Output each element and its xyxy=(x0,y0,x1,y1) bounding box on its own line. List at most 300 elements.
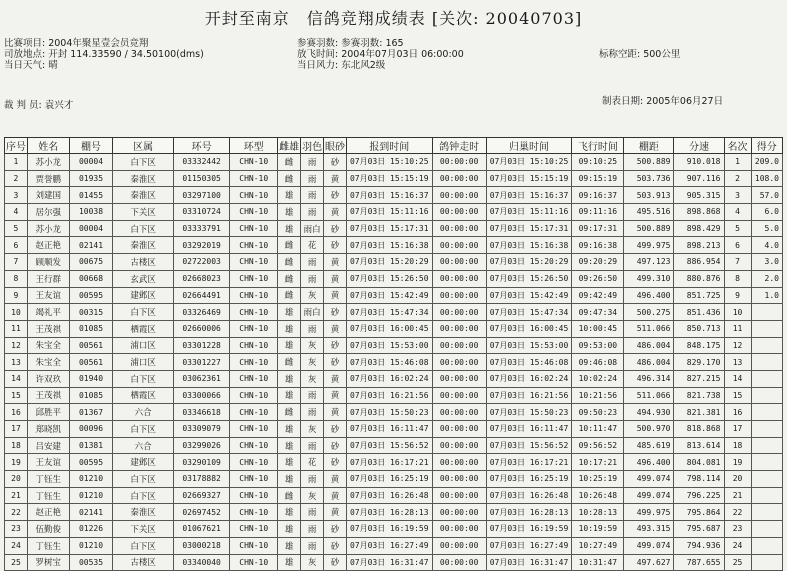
table-cell: 砂 xyxy=(324,521,347,538)
table-cell: 2 xyxy=(724,170,751,187)
table-cell: 黄 xyxy=(324,370,347,387)
table-cell: 898.429 xyxy=(674,220,724,237)
table-cell: 10:28:13 xyxy=(572,504,624,521)
table-cell: 02697452 xyxy=(173,504,229,521)
table-cell xyxy=(751,521,782,538)
weather: 当日天气: 晴 xyxy=(4,60,58,71)
table-cell: 07月03日 15:42:49 xyxy=(486,287,572,304)
table-cell: 栖霞区 xyxy=(113,320,173,337)
table-cell: 07月03日 16:11:47 xyxy=(347,421,433,438)
table-cell: 黄 xyxy=(324,471,347,488)
table-cell: 00315 xyxy=(69,304,113,321)
table-cell: 03000218 xyxy=(173,537,229,554)
table-cell: 495.516 xyxy=(624,204,674,221)
table-cell: CHN-10 xyxy=(230,337,278,354)
table-cell: 竭礼平 xyxy=(27,304,69,321)
table-cell: 10:25:19 xyxy=(572,471,624,488)
table-cell: 07月03日 16:21:56 xyxy=(347,387,433,404)
table-cell: 5 xyxy=(5,220,28,237)
table-cell xyxy=(751,404,782,421)
table-cell: 雄 xyxy=(278,471,301,488)
table-row xyxy=(5,354,783,371)
table-cell: 白下区 xyxy=(113,220,173,237)
table-cell: 03301227 xyxy=(173,354,229,371)
table-cell: 灰 xyxy=(301,554,324,571)
table-cell: 16 xyxy=(5,404,28,421)
table-cell: 10038 xyxy=(69,204,113,221)
table-cell: 20 xyxy=(724,471,751,488)
column-header: 报到时间 xyxy=(347,138,433,154)
table-cell: 00595 xyxy=(69,454,113,471)
table-cell: 00:00:00 xyxy=(432,220,486,237)
table-date: 制表日期: 2005年06月27日 xyxy=(602,96,724,107)
table-cell: 六合 xyxy=(113,437,173,454)
table-cell: CHN-10 xyxy=(230,170,278,187)
table-cell: 雌 xyxy=(278,270,301,287)
table-cell: 07月03日 16:25:19 xyxy=(486,471,572,488)
table-cell xyxy=(751,370,782,387)
table-cell: 23 xyxy=(724,521,751,538)
table-cell: 09:50:23 xyxy=(572,404,624,421)
table-cell: 07月03日 16:27:49 xyxy=(486,537,572,554)
table-row xyxy=(5,320,783,337)
table-cell: 苏小龙 xyxy=(27,154,69,171)
table-cell: 雨 xyxy=(301,187,324,204)
table-cell: 雄 xyxy=(278,320,301,337)
table-cell: 493.315 xyxy=(624,521,674,538)
table-cell xyxy=(751,504,782,521)
table-cell: CHN-10 xyxy=(230,454,278,471)
table-cell: 00:00:00 xyxy=(432,404,486,421)
table-cell: 灰 xyxy=(301,354,324,371)
table-cell: 486.004 xyxy=(624,337,674,354)
table-cell: 13 xyxy=(724,354,751,371)
table-cell: 雨 xyxy=(301,404,324,421)
table-cell: 00:00:00 xyxy=(432,504,486,521)
table-cell: 03332442 xyxy=(173,154,229,171)
table-cell: 王行群 xyxy=(27,270,69,287)
table-cell: 12 xyxy=(5,337,28,354)
table-cell: 16 xyxy=(724,404,751,421)
table-cell: 顾顺发 xyxy=(27,254,69,271)
table-cell: CHN-10 xyxy=(230,204,278,221)
column-header: 得分 xyxy=(751,138,782,154)
table-cell: 07月03日 15:46:08 xyxy=(347,354,433,371)
table-cell: 伍勤俊 xyxy=(27,521,69,538)
table-cell: 雄 xyxy=(278,504,301,521)
table-cell: 511.066 xyxy=(624,320,674,337)
table-cell: 500.275 xyxy=(624,304,674,321)
table-cell: 485.619 xyxy=(624,437,674,454)
table-cell: 灰 xyxy=(301,421,324,438)
table-cell: 09:20:29 xyxy=(572,254,624,271)
release-site: 司放地点: 开封 114.33590 / 34.50100(dms) xyxy=(4,49,204,60)
table-cell: 108.0 xyxy=(751,170,782,187)
table-cell: 下关区 xyxy=(113,204,173,221)
table-cell: 王茂祺 xyxy=(27,320,69,337)
table-cell: 雌 xyxy=(278,287,301,304)
column-header: 鸽钟走时 xyxy=(432,138,486,154)
table-cell: 1 xyxy=(724,154,751,171)
table-cell: 砂 xyxy=(324,537,347,554)
table-cell: 雄 xyxy=(278,187,301,204)
table-cell: 黄 xyxy=(324,170,347,187)
table-cell: 7 xyxy=(724,254,751,271)
table-cell: 07月03日 15:50:23 xyxy=(347,404,433,421)
table-cell: 6 xyxy=(724,237,751,254)
table-cell: 黄 xyxy=(324,504,347,521)
table-cell: 00675 xyxy=(69,254,113,271)
table-cell: 07月03日 15:53:00 xyxy=(486,337,572,354)
table-cell: 818.868 xyxy=(674,421,724,438)
table-cell: 白下区 xyxy=(113,471,173,488)
table-cell: 雄 xyxy=(278,370,301,387)
table-cell: 6 xyxy=(5,237,28,254)
table-cell: 07月03日 16:27:49 xyxy=(347,537,433,554)
table-cell: 雄 xyxy=(278,521,301,538)
table-cell: CHN-10 xyxy=(230,220,278,237)
table-cell: 雨 xyxy=(301,521,324,538)
table-cell: 雄 xyxy=(278,387,301,404)
table-cell: 07月03日 15:15:19 xyxy=(347,170,433,187)
table-cell: 雨 xyxy=(301,254,324,271)
table-cell: 雄 xyxy=(278,454,301,471)
table-cell: 07月03日 16:31:47 xyxy=(486,554,572,571)
table-cell: 827.215 xyxy=(674,370,724,387)
distance: 标称空距: 500公里 xyxy=(599,49,681,60)
table-cell: 00:00:00 xyxy=(432,471,486,488)
wind: 当日风力: 东北风2级 xyxy=(297,60,386,71)
table-cell: 灰 xyxy=(301,487,324,504)
table-cell: 794.936 xyxy=(674,537,724,554)
table-cell: 03290109 xyxy=(173,454,229,471)
table-cell xyxy=(751,337,782,354)
table-cell: 00:00:00 xyxy=(432,287,486,304)
table-cell: 07月03日 15:10:25 xyxy=(347,154,433,171)
table-row xyxy=(5,487,783,504)
table-cell: 2 xyxy=(5,170,28,187)
table-cell: 砂 xyxy=(324,421,347,438)
table-cell: 雨 xyxy=(301,504,324,521)
table-cell: 11 xyxy=(5,320,28,337)
table-row xyxy=(5,370,783,387)
table-cell: 880.876 xyxy=(674,270,724,287)
table-cell: 雄 xyxy=(278,554,301,571)
table-cell: 07月03日 15:26:50 xyxy=(486,270,572,287)
table-cell: 01150305 xyxy=(173,170,229,187)
table-cell: 12 xyxy=(724,337,751,354)
table-cell: 910.018 xyxy=(674,154,724,171)
table-cell: 10:02:24 xyxy=(572,370,624,387)
table-cell: 赵正艳 xyxy=(27,504,69,521)
table-cell: 雄 xyxy=(278,204,301,221)
table-cell: 07月03日 15:17:31 xyxy=(486,220,572,237)
table-cell: 10:19:59 xyxy=(572,521,624,538)
results-table xyxy=(4,137,783,571)
table-cell: 19 xyxy=(724,454,751,471)
table-cell: 07月03日 15:20:29 xyxy=(347,254,433,271)
table-cell: CHN-10 xyxy=(230,254,278,271)
table-cell: 00:00:00 xyxy=(432,421,486,438)
table-cell: 00:00:00 xyxy=(432,304,486,321)
table-cell: 9 xyxy=(724,287,751,304)
table-cell xyxy=(751,421,782,438)
table-cell: CHN-10 xyxy=(230,537,278,554)
table-cell: 821.381 xyxy=(674,404,724,421)
table-cell: 07月03日 16:26:48 xyxy=(486,487,572,504)
table-cell: 829.170 xyxy=(674,354,724,371)
table-cell: 03301228 xyxy=(173,337,229,354)
column-header: 棚距 xyxy=(624,138,674,154)
table-cell: 雄 xyxy=(278,304,301,321)
table-cell: 11 xyxy=(724,320,751,337)
column-header: 名次 xyxy=(724,138,751,154)
table-cell: 雨 xyxy=(301,170,324,187)
table-cell: 00595 xyxy=(69,287,113,304)
column-header: 姓名 xyxy=(27,138,69,154)
table-cell: 秦淮区 xyxy=(113,504,173,521)
column-header: 序号 xyxy=(5,138,28,154)
table-cell: 许双玖 xyxy=(27,370,69,387)
table-cell: 23 xyxy=(5,521,28,538)
table-cell: 02141 xyxy=(69,504,113,521)
table-cell: 00:00:00 xyxy=(432,521,486,538)
table-cell: 雨白 xyxy=(301,220,324,237)
table-cell: 砂 xyxy=(324,304,347,321)
table-cell: 00096 xyxy=(69,421,113,438)
table-cell: 00:00:00 xyxy=(432,154,486,171)
column-header: 环型 xyxy=(230,138,278,154)
table-cell xyxy=(751,554,782,571)
table-cell: 秦淮区 xyxy=(113,170,173,187)
table-cell xyxy=(751,437,782,454)
table-cell: 07月03日 15:10:25 xyxy=(486,154,572,171)
table-cell: 07月03日 16:28:13 xyxy=(347,504,433,521)
table-cell: 建邺区 xyxy=(113,287,173,304)
table-cell: 雨 xyxy=(301,154,324,171)
table-cell: 10 xyxy=(5,304,28,321)
table-cell: 00004 xyxy=(69,220,113,237)
table-cell: 黄 xyxy=(324,270,347,287)
table-row xyxy=(5,437,783,454)
table-row xyxy=(5,170,783,187)
table-cell: 白下区 xyxy=(113,304,173,321)
table-cell: 848.175 xyxy=(674,337,724,354)
table-cell: 吕安建 xyxy=(27,437,69,454)
table-cell: 499.074 xyxy=(624,537,674,554)
table-cell: 851.436 xyxy=(674,304,724,321)
table-cell: 07月03日 15:56:52 xyxy=(347,437,433,454)
table-cell: 白下区 xyxy=(113,154,173,171)
table-cell: 03299026 xyxy=(173,437,229,454)
table-cell: 1 xyxy=(5,154,28,171)
table-cell: 六合 xyxy=(113,404,173,421)
table-cell: 01381 xyxy=(69,437,113,454)
table-cell: 03326469 xyxy=(173,304,229,321)
table-cell: 王友谊 xyxy=(27,454,69,471)
table-cell: 07月03日 15:42:49 xyxy=(347,287,433,304)
table-cell: 黄 xyxy=(324,320,347,337)
table-row xyxy=(5,187,783,204)
table-cell: 花 xyxy=(301,237,324,254)
table-cell: CHN-10 xyxy=(230,187,278,204)
table-cell: 07月03日 15:16:38 xyxy=(347,237,433,254)
table-cell: 01085 xyxy=(69,387,113,404)
column-header: 环号 xyxy=(173,138,229,154)
table-cell: CHN-10 xyxy=(230,487,278,504)
table-cell: 10:17:21 xyxy=(572,454,624,471)
table-cell: 00:00:00 xyxy=(432,187,486,204)
column-header: 眼砂 xyxy=(324,138,347,154)
table-cell: 07月03日 15:17:31 xyxy=(347,220,433,237)
table-cell: 00004 xyxy=(69,154,113,171)
table-cell: 09:11:16 xyxy=(572,204,624,221)
table-cell: 500.970 xyxy=(624,421,674,438)
table-cell: 03333791 xyxy=(173,220,229,237)
table-cell: 2.0 xyxy=(751,270,782,287)
table-cell: 00:00:00 xyxy=(432,170,486,187)
table-cell: CHN-10 xyxy=(230,287,278,304)
table-cell: 07月03日 15:16:38 xyxy=(486,237,572,254)
table-cell: 00:00:00 xyxy=(432,454,486,471)
table-cell: 03346618 xyxy=(173,404,229,421)
table-cell: 09:56:52 xyxy=(572,437,624,454)
table-cell: 496.400 xyxy=(624,287,674,304)
table-cell: 03297100 xyxy=(173,187,229,204)
table-cell: 砂 xyxy=(324,554,347,571)
table-cell: 灰 xyxy=(301,287,324,304)
column-header: 区属 xyxy=(113,138,173,154)
table-cell: 496.400 xyxy=(624,454,674,471)
table-cell: 795.864 xyxy=(674,504,724,521)
table-cell: 雌 xyxy=(278,154,301,171)
table-cell: 4 xyxy=(5,204,28,221)
table-cell: CHN-10 xyxy=(230,387,278,404)
table-cell: 03300066 xyxy=(173,387,229,404)
table-cell: 7 xyxy=(5,254,28,271)
table-cell: 22 xyxy=(5,504,28,521)
table-cell: 14 xyxy=(724,370,751,387)
table-row xyxy=(5,471,783,488)
table-cell: 砂 xyxy=(324,154,347,171)
table-cell xyxy=(751,320,782,337)
table-cell: 09:26:50 xyxy=(572,270,624,287)
table-row xyxy=(5,404,783,421)
table-cell: 499.310 xyxy=(624,270,674,287)
table-cell: 57.0 xyxy=(751,187,782,204)
table-cell: 03309079 xyxy=(173,421,229,438)
table-cell: 499.074 xyxy=(624,487,674,504)
table-cell: 赵正艳 xyxy=(27,237,69,254)
table-cell: 10:31:47 xyxy=(572,554,624,571)
table-cell: 秦淮区 xyxy=(113,237,173,254)
table-cell: 古楼区 xyxy=(113,554,173,571)
table-cell: 07月03日 16:00:45 xyxy=(486,320,572,337)
table-cell: 07月03日 16:21:56 xyxy=(486,387,572,404)
table-cell: 雄 xyxy=(278,537,301,554)
table-cell: CHN-10 xyxy=(230,504,278,521)
table-cell: 07月03日 16:17:21 xyxy=(486,454,572,471)
table-cell: 497.123 xyxy=(624,254,674,271)
table-cell: 499.074 xyxy=(624,471,674,488)
table-cell: 浦口区 xyxy=(113,354,173,371)
table-cell: 00:00:00 xyxy=(432,204,486,221)
table-cell xyxy=(751,487,782,504)
referee: 裁 判 员: 袁兴才 xyxy=(4,100,74,111)
table-cell: 00:00:00 xyxy=(432,370,486,387)
table-cell: 01210 xyxy=(69,487,113,504)
table-cell: 24 xyxy=(5,537,28,554)
table-row xyxy=(5,254,783,271)
table-cell: 907.116 xyxy=(674,170,724,187)
table-cell: 787.655 xyxy=(674,554,724,571)
table-cell: 雨 xyxy=(301,204,324,221)
table-cell xyxy=(751,454,782,471)
table-cell: 雨 xyxy=(301,270,324,287)
table-row xyxy=(5,237,783,254)
table-row xyxy=(5,154,783,171)
table-cell xyxy=(751,537,782,554)
table-row xyxy=(5,337,783,354)
table-cell: 雄 xyxy=(278,421,301,438)
table-cell: 砂 xyxy=(324,237,347,254)
table-cell: 07月03日 15:11:16 xyxy=(347,204,433,221)
column-header: 分速 xyxy=(674,138,724,154)
table-cell: 雌 xyxy=(278,254,301,271)
table-cell: 03292019 xyxy=(173,237,229,254)
table-cell: 02141 xyxy=(69,237,113,254)
table-cell: CHN-10 xyxy=(230,521,278,538)
table-cell: 07月03日 15:11:16 xyxy=(486,204,572,221)
table-cell: 黄 xyxy=(324,254,347,271)
table-cell: 898.213 xyxy=(674,237,724,254)
table-cell: 07月03日 15:20:29 xyxy=(486,254,572,271)
table-cell: 黄 xyxy=(324,204,347,221)
table-cell: 罗树宝 xyxy=(27,554,69,571)
table-cell: 500.889 xyxy=(624,220,674,237)
column-header: 归巢时间 xyxy=(486,138,572,154)
table-cell: 01940 xyxy=(69,370,113,387)
table-cell: CHN-10 xyxy=(230,421,278,438)
table-cell: 03062361 xyxy=(173,370,229,387)
table-cell: 497.627 xyxy=(624,554,674,571)
table-cell: 4 xyxy=(724,204,751,221)
table-cell: 499.975 xyxy=(624,237,674,254)
table-cell: 砂 xyxy=(324,187,347,204)
table-cell: 雨白 xyxy=(301,304,324,321)
table-cell: 499.975 xyxy=(624,504,674,521)
table-cell: 黄 xyxy=(324,404,347,421)
table-cell: 07月03日 16:28:13 xyxy=(486,504,572,521)
table-cell: 07月03日 16:00:45 xyxy=(347,320,433,337)
table-cell: 玄武区 xyxy=(113,270,173,287)
table-cell: 03178882 xyxy=(173,471,229,488)
race-name: 比赛项目: 2004年聚星壹会员竞翔 xyxy=(4,38,149,49)
table-cell: 砂 xyxy=(324,437,347,454)
table-cell: 898.868 xyxy=(674,204,724,221)
table-row xyxy=(5,504,783,521)
table-cell: 07月03日 16:19:59 xyxy=(486,521,572,538)
table-cell: 496.314 xyxy=(624,370,674,387)
table-row xyxy=(5,521,783,538)
table-cell: 1.0 xyxy=(751,287,782,304)
table-cell: 01226 xyxy=(69,521,113,538)
table-cell: 砂 xyxy=(324,354,347,371)
table-cell: 雌 xyxy=(278,404,301,421)
table-cell: 25 xyxy=(5,554,28,571)
table-row xyxy=(5,270,783,287)
table-cell: 雄 xyxy=(278,437,301,454)
